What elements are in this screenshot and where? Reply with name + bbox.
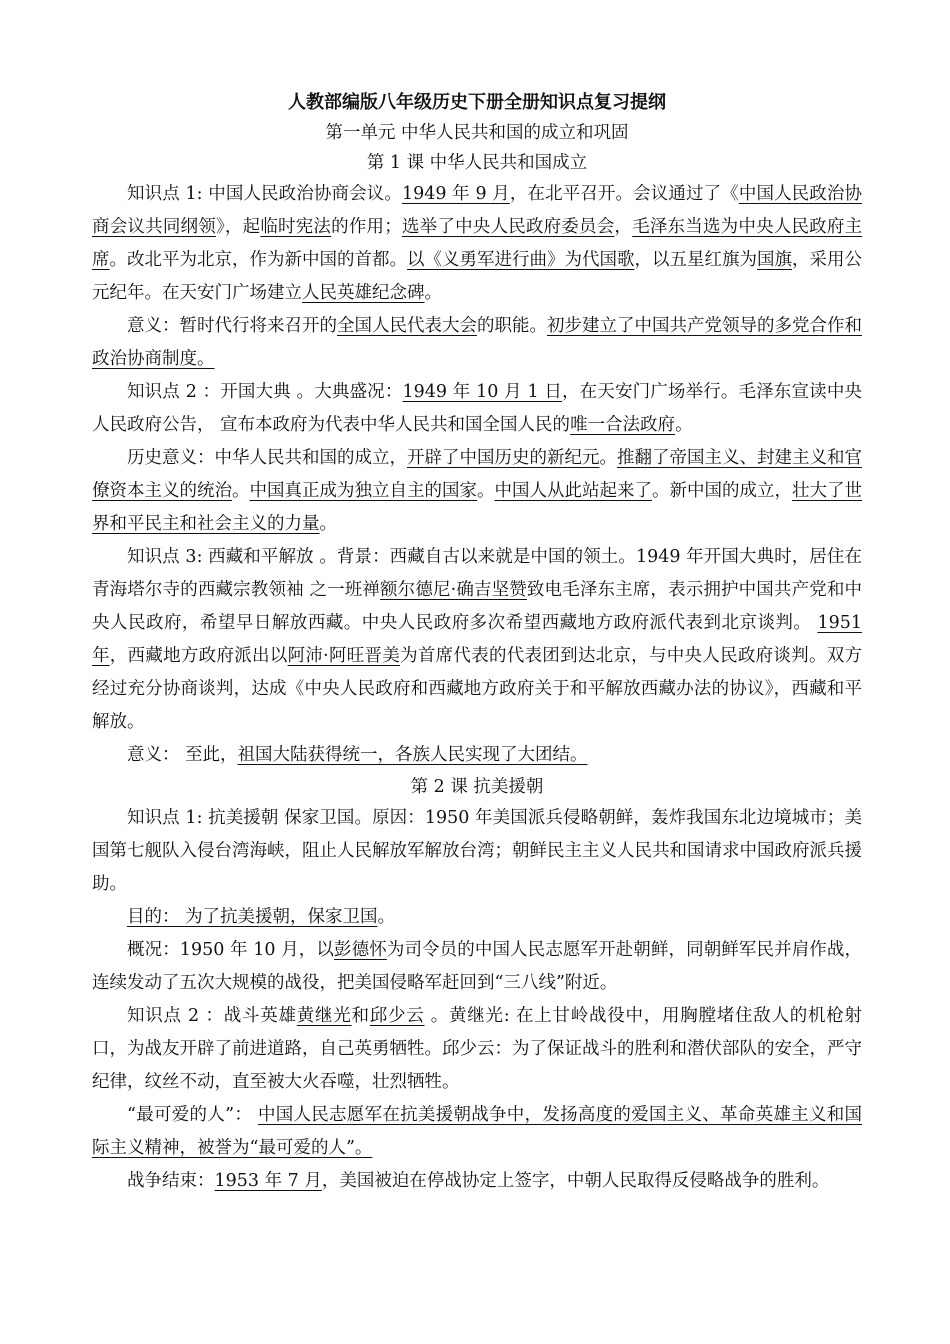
- l2-overview: [92, 934, 862, 1000]
- key-phrase: 国旗: [757, 250, 792, 270]
- key-phrase: 中国人民政治协商会议共同纲领: [92, 184, 863, 237]
- text-segment: “最可爱的人”：: [127, 1105, 258, 1125]
- l2-kp1: [92, 802, 862, 901]
- key-phrase: 毛泽东当选为中央人民政府主席: [92, 217, 863, 270]
- key-phrase: 祖国大陆获得统一，各族人民实现了大团结。: [237, 745, 588, 765]
- text-segment: 致电毛泽东主席，表示拥护中国共产党和中央人民政府，希望早日解放西藏。中央人民政府多次希望西藏地方政府派代表到北京谈判。: [92, 580, 863, 633]
- kp2-founding-ceremony: [92, 376, 862, 442]
- lesson2-heading: 第 2 课 抗美援朝: [410, 777, 544, 797]
- text-segment: 。: [424, 283, 442, 303]
- text-segment: 。新中国的成立，: [652, 481, 792, 501]
- lesson1-body: [92, 178, 862, 772]
- key-phrase: 中国真正成为独立自主的国家: [249, 481, 477, 501]
- unit-heading: 第一单元 中华人民共和国的成立和巩固: [325, 123, 629, 143]
- text-segment: ，西藏地方政府派出以: [109, 646, 288, 666]
- text-segment: 知识点 2 ：开国大典 。大典盛况：: [127, 382, 403, 402]
- kp1-cppcc: [92, 178, 862, 310]
- key-phrase: 壮大了世界和平民主和社会主义的力量: [92, 481, 862, 534]
- key-phrase: 选举了中央人民政府委员会: [401, 217, 615, 237]
- text-segment: 概况：1950 年 10 月，以: [127, 940, 335, 960]
- text-segment: 的作用；: [331, 217, 402, 237]
- text-segment: ，以五星红旗为: [634, 250, 757, 270]
- key-phrase: 中国人民志愿军在抗美援朝战争中，发扬高度的爱国主义、革命英雄主义和国际主义精神，被誉为“最可爱的人”。: [92, 1105, 862, 1158]
- key-phrase: 推翻了帝国主义、封建主义和官僚资本主义的统治: [92, 448, 862, 501]
- key-phrase: 彭德怀: [334, 940, 387, 960]
- text-segment: ，在北平召开。会议通过了《: [509, 184, 739, 204]
- key-phrase: 以《义勇军进行曲》为代国歌: [407, 250, 635, 270]
- key-phrase: 1949 年 10 月 1 日: [402, 382, 562, 402]
- l2-war-end: [92, 1165, 862, 1198]
- text-segment: 知识点 3: 西藏和平解放 。背景：西藏自古以来就是中国的领土。1949 年开国大典时，居住在青海塔尔寺的西藏宗教领袖 之一班禅: [92, 547, 862, 600]
- document-title: 人教部编版八年级历史下册全册知识点复习提纲: [288, 92, 666, 113]
- text-segment: 。改北平为北京，作为新中国的首都。: [109, 250, 407, 270]
- key-phrase: 1951 年: [92, 613, 862, 666]
- text-segment: 。黄继光: 在上甘岭战役中，用胸膛堵住敌人的机枪射口，为战友开辟了前进道路，自己英勇牺牲。邱少云：为了保证战斗的胜利和潜伏部队的安全，严守纪律，纹丝不动，直至被大火吞噬，壮烈牺牲。: [92, 1006, 862, 1092]
- key-phrase: 1953 年 7 月: [214, 1171, 322, 1191]
- text-segment: 意义： 至此，: [127, 745, 238, 765]
- text-segment: 。: [232, 481, 250, 501]
- key-phrase: 初步建立了中国共产党领导的多党合作和政治协商制度。: [92, 316, 862, 369]
- text-segment: 战争结束：: [127, 1171, 215, 1191]
- key-phrase: 目的： 为了抗美援朝，保家卫国: [127, 907, 378, 927]
- text-segment: 为首席代表的代表团到达北京，与中央人民政府谈判。双方经过充分协商谈判，达成《中央人民政府和西藏地方政府关于和平解放西藏办法的协议》，西藏和平解放。: [92, 646, 863, 732]
- key-phrase: 中国人从此站起来了: [494, 481, 652, 501]
- text-segment: 和: [351, 1006, 370, 1026]
- key-phrase: 邱少云: [369, 1006, 425, 1026]
- text-segment: 知识点 1: 抗美援朝 保家卫国。原因：1950 年美国派兵侵略朝鲜，轰炸我国东北边境城市；美国第七舰队入侵台湾海峡，阻止人民解放军解放台湾；朝鲜民主主义人民共和国请求中国政府派兵援助。: [92, 808, 862, 894]
- text-segment: 为司令员的中国人民志愿军开赴朝鲜，同朝鲜军民并肩作战，连续发动了五次大规模的战役，把美国侵略军赶回到“三八线”附近。: [92, 940, 863, 993]
- text-segment: 。: [599, 448, 617, 468]
- key-phrase: 临时宪法: [260, 217, 332, 237]
- lesson2-body: [92, 802, 862, 1198]
- kp3-tibet: [92, 541, 862, 739]
- text-segment: ，采用公元纪年。在天安门广场建立: [92, 250, 862, 303]
- key-phrase: 1949 年 9 月: [401, 184, 510, 204]
- text-segment: ，: [614, 217, 633, 237]
- key-phrase: 全国人民代表大会: [337, 316, 477, 336]
- text-segment: 。: [319, 514, 337, 534]
- text-segment: 知识点 2 ：战斗英雄: [127, 1006, 297, 1026]
- kp1-significance: [92, 310, 862, 376]
- key-phrase: 黄继光: [296, 1006, 352, 1026]
- l2-loveliest: [92, 1099, 862, 1165]
- key-phrase: 开辟了中国历史的新纪元: [407, 448, 600, 468]
- l2-purpose: [92, 901, 862, 934]
- key-phrase: 额尔德尼·确吉坚赞: [380, 580, 527, 600]
- key-phrase: 人民英雄纪念碑: [302, 283, 425, 303]
- kp3-significance: [92, 739, 862, 772]
- text-segment: 。: [675, 415, 693, 435]
- text-segment: 。: [377, 907, 396, 927]
- text-segment: ，美国被迫在停战协定上签字，中朝人民取得反侵略战争的胜利。: [321, 1171, 830, 1191]
- text-segment: 知识点 1: 中国人民政治协商会议。: [127, 184, 402, 204]
- text-segment: ，在天安门广场举行。毛泽东宣读中央人民政府公告， 宣布本政府为代表中华人民共和国全国人民的: [92, 382, 862, 435]
- text-segment: 》，起: [215, 217, 261, 237]
- text-segment: 的职能。: [477, 316, 547, 336]
- kp2-significance: [92, 442, 862, 541]
- text-segment: 意义：暂时代行将来召开的: [127, 316, 337, 336]
- lesson1-heading: 第 1 课 中华人民共和国成立: [366, 153, 588, 173]
- l2-kp2-heroes: [92, 1000, 862, 1099]
- key-phrase: 唯一合法政府: [570, 415, 676, 435]
- text-segment: 。: [477, 481, 495, 501]
- key-phrase: 阿沛·阿旺晋美: [287, 646, 401, 666]
- text-segment: 历史意义：中华人民共和国的成立，: [127, 448, 407, 468]
